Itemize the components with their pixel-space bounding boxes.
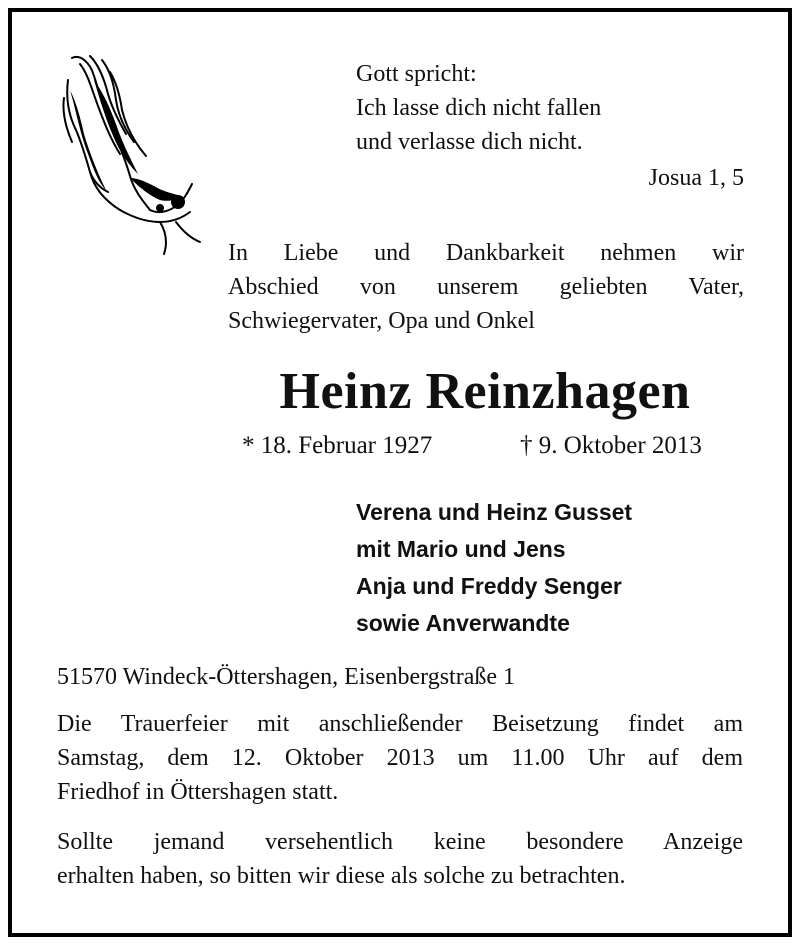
funeral-details: [57, 707, 743, 809]
verse-line: Ich lasse dich nicht fallen: [356, 95, 602, 121]
praying-hands-icon: [50, 50, 210, 260]
intro-line: In Liebe und Dankbarkeit nehmen wir: [228, 240, 744, 266]
mourner-line: sowie Anverwandte: [356, 610, 570, 636]
mourners-list: [356, 494, 632, 642]
address: 51570 Windeck-Öttershagen, Eisenbergstraße 1: [57, 664, 516, 690]
birth-date: * 18. Februar 1927: [242, 432, 433, 459]
intro-text: [228, 236, 744, 338]
verse-line: Gott spricht:: [356, 61, 477, 87]
notice-line: erhalten haben, so bitten wir diese als solche zu betrachten.: [57, 863, 626, 889]
verse-reference: Josua 1, 5: [648, 165, 744, 191]
deceased-name: Heinz Reinzhagen: [279, 363, 691, 420]
bible-verse: [356, 57, 601, 159]
intro-line: Schwiegervater, Opa und Onkel: [228, 308, 535, 334]
notice-line: Sollte jemand versehentlich keine besondere Anzeige: [57, 829, 743, 855]
death-date: † 9. Oktober 2013: [520, 432, 702, 459]
intro-line: Abschied von unserem geliebten Vater,: [228, 274, 744, 300]
mourner-line: mit Mario und Jens: [356, 536, 566, 562]
verse-line: und verlasse dich nicht.: [356, 129, 583, 155]
funeral-line: Die Trauerfeier mit anschließender Beisetzung findet am: [57, 711, 743, 737]
mourner-line: Verena und Heinz Gusset: [356, 499, 633, 525]
funeral-line: Samstag, dem 12. Oktober 2013 um 11.00 Uhr auf dem: [57, 745, 743, 771]
notice-text: [57, 825, 743, 893]
mourner-line: Anja und Freddy Senger: [356, 573, 622, 599]
funeral-line: Friedhof in Öttershagen statt.: [57, 779, 339, 805]
